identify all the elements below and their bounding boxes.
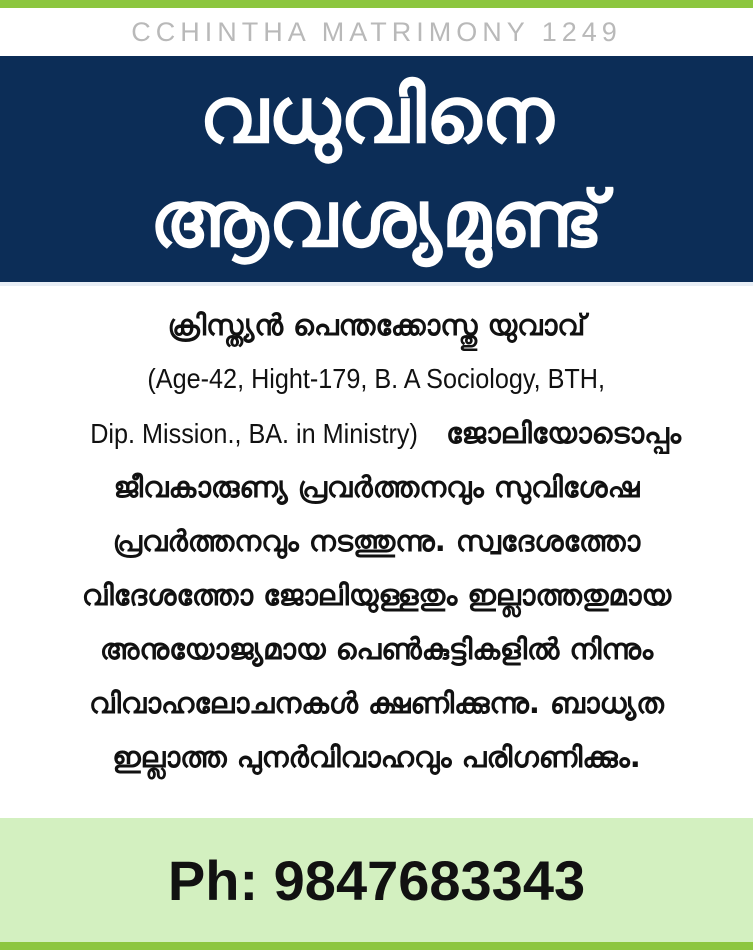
ad-body [20,298,733,784]
headline-line-1: വധുവിനെ [199,71,554,161]
headline-line-2: ആവശ്യമുണ്ട് [149,175,604,265]
body-line-1: ക്രിസ്ത്യൻ പെന്തക്കോസ്തു യുവാവ് [167,308,586,342]
body-line-5: പ്രവർത്തനവും നടത്തുന്നു. സ്വദേശത്തോ [112,524,641,558]
headline-banner [0,56,753,286]
brand-title: CCHINTHA MATRIMONY 1249 [131,17,622,47]
body-line-3-malayalam: ജോലിയോടൊപ്പം [436,416,682,450]
body-line-2 [20,352,733,406]
bottom-accent-bar [0,942,753,950]
body-line-3-english: Dip. Mission., BA. in Ministry) [90,418,418,449]
body-line-4: ജീവകാരുണ്യ പ്രവർത്തനവും സുവിശേഷ [113,470,640,504]
top-accent-bar [0,0,753,8]
body-line-8: വിവാഹലോചനകൾ ക്ഷണിക്കുന്നു. ബാധ്യത [89,686,664,720]
body-line-3 [20,406,733,460]
body-line-2-text: (Age-42, Hight-179, B. A Sociology, BTH, [147,363,606,394]
phone-banner [0,818,753,942]
phone-number[interactable]: Ph: 9847683343 [167,849,586,912]
body-line-7: അനുയോജ്യമായ പെൺകുട്ടികളിൽ നിന്നും [99,632,654,666]
body-line-6: വിദേശത്തോ ജോലിയുള്ളതും ഇല്ലാത്തതുമായ [81,578,672,612]
body-line-9: ഇല്ലാത്ത പുനർവിവാഹവും പരിഗണിക്കും. [112,740,641,774]
